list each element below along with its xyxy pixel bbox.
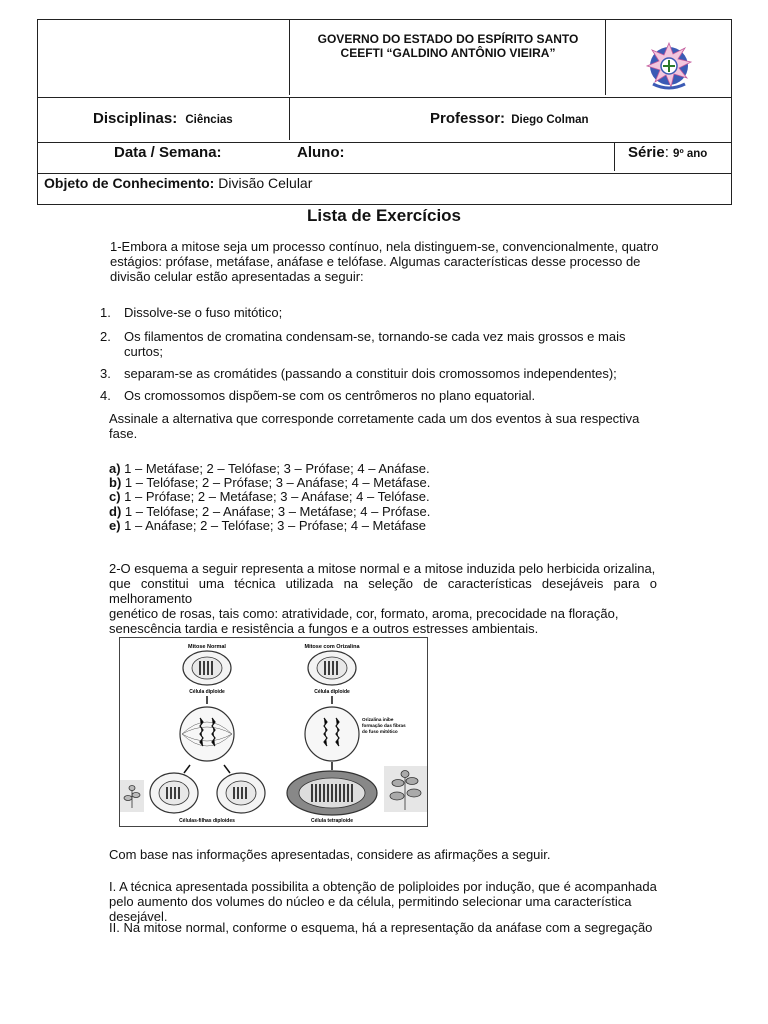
option-text: 1 – Metáfase; 2 – Telófase; 3 – Prófase; 4 – Anáfase. <box>120 461 430 476</box>
text-line: divisão celular estão apresentadas a seguir: <box>110 269 364 284</box>
option-letter: a) <box>109 461 121 476</box>
text-line: pelo aumento dos volumes do núcleo e da célula, permitindo selecionar uma característica <box>109 894 632 909</box>
cell-outline <box>305 707 359 761</box>
text-line: Assinale a alternativa que corresponde corretamente cada um dos eventos à sua respectiva <box>109 411 640 426</box>
diploid-label-right: Célula diploide <box>314 689 350 695</box>
objeto-value: Divisão Celular <box>218 175 313 191</box>
daughters-label: Células-filhas diploides <box>179 818 235 824</box>
text-line: senescência tardia e resistência a fungos e a outros estresses ambientais. <box>109 621 539 636</box>
col-divider <box>289 20 290 95</box>
serie-field <box>628 144 707 161</box>
text-line: 2-O esquema a seguir representa a mitose normal e a mitose induzida pelo herbicida orizalina, <box>109 561 656 576</box>
disciplinas-value: Ciências <box>185 114 233 126</box>
objeto-field <box>44 175 312 191</box>
data-semana-label: Data / Semana: <box>114 144 222 161</box>
row-divider <box>38 97 731 98</box>
statement-2: II. Na mitose normal, conforme o esquema, há a representação da anáfase com a segregação <box>109 920 653 935</box>
disciplinas-label: Disciplinas: <box>93 110 178 127</box>
list-number: 1. <box>100 305 111 320</box>
aluno-label: Aluno: <box>297 144 345 161</box>
option-letter: b) <box>109 475 122 491</box>
orizalina-note-3: do fuso mitótico <box>362 729 398 734</box>
option-a <box>109 462 430 476</box>
header-table <box>37 19 732 205</box>
text-line: I. A técnica apresentada possibilita a obtenção de poliploides por indução, que é acompanhada <box>109 879 657 894</box>
nucleus <box>192 657 222 679</box>
escola-tempo-integral-logo <box>86 42 236 88</box>
text-line: estágios: prófase, metáfase, anáfase e telófase. Algumas características desse processo de <box>110 254 641 269</box>
text-line: fase. <box>109 426 138 441</box>
list-text: Os cromossomos dispõem-se com os centrômeros no plano equatorial. <box>124 388 536 403</box>
serie-value: 9º ano <box>673 148 708 160</box>
text-line: que constitui uma técnica utilizada na seleção de características desejáveis para o melhoramento <box>109 576 657 606</box>
mitosis-diagram-svg <box>120 638 427 826</box>
answer-options <box>109 462 430 533</box>
col-divider <box>614 142 615 171</box>
list-number: 3. <box>100 366 111 381</box>
left-title: Mitose Normal <box>188 644 226 650</box>
list-number: 2. <box>100 329 111 344</box>
list-item <box>100 388 660 403</box>
professor-field <box>430 110 589 127</box>
option-text: 1 – Prófase; 2 – Metáfase; 3 – Anáfase; 4 – Telófase. <box>120 489 430 505</box>
row-divider <box>38 142 731 143</box>
diploid-label-left: Célula diploide <box>189 689 225 695</box>
mitosis-diagram <box>119 637 428 827</box>
list-text: Dissolve-se o fuso mitótico; <box>124 305 283 320</box>
orizalina-note-1: Orizalina inibe <box>362 717 394 722</box>
tetraploid-label: Célula tetraploide <box>311 818 353 824</box>
state-crest-icon <box>643 40 695 92</box>
option-letter: e) <box>109 517 121 533</box>
option-letter: c) <box>109 489 121 505</box>
option-b <box>109 476 430 490</box>
option-e <box>109 519 430 533</box>
row-divider <box>38 173 731 174</box>
school-logo <box>38 20 289 97</box>
disciplinas-field <box>93 110 233 127</box>
list-item <box>100 329 660 359</box>
text-line: genético de rosas, tais como: atratividade, cor, formato, aroma, precocidade na floração, <box>109 606 619 621</box>
option-text: 1 – Telófase; 2 – Prófase; 3 – Anáfase; 4 – Metáfase. <box>121 475 431 491</box>
serie-colon: : <box>664 144 669 161</box>
text-line: desejável. <box>109 909 168 924</box>
gov-line-2: CEEFTI “GALDINO ANTÔNIO VIEIRA” <box>340 46 556 60</box>
text-line: 1-Embora a mitose seja um processo contínuo, nela distinguem-se, convencionalmente, quatro <box>110 239 659 254</box>
option-letter: d) <box>109 503 122 519</box>
orizalina-note-2: formação das fibras <box>362 723 406 728</box>
option-c <box>109 490 430 504</box>
question-1-intro <box>110 239 658 284</box>
option-d <box>109 505 430 519</box>
question-1-instruction <box>109 411 639 441</box>
list-item <box>100 366 660 381</box>
government-heading <box>291 20 605 97</box>
list-text: Os filamentos de cromatina condensam-se, tornando-se cada vez mais grossos e mais <box>124 329 626 344</box>
list-item <box>100 305 660 320</box>
list-number: 4. <box>100 388 111 403</box>
list-text: curtos; <box>124 344 164 359</box>
option-text: 1 – Telófase; 2 – Anáfase; 3 – Metáfase; 4 – Prófase. <box>121 503 431 519</box>
col-divider <box>605 20 606 95</box>
col-divider <box>289 97 290 140</box>
list-text: separam-se as cromátides (passando a constituir dois cromossomos independentes); <box>124 366 617 381</box>
option-text: 1 – Anáfase; 2 – Telófase; 3 – Prófase; 4 – Metáfase <box>120 517 427 533</box>
serie-label: Série <box>628 144 665 161</box>
gov-line-1: GOVERNO DO ESTADO DO ESPÍRITO SANTO <box>317 32 579 46</box>
cell-outline <box>180 707 234 761</box>
objeto-label: Objeto de Conhecimento: <box>44 175 215 191</box>
statement-1 <box>109 879 657 924</box>
professor-value: Diego Colman <box>511 114 589 126</box>
professor-label: Professor: <box>430 110 506 127</box>
right-title: Mitose com Orizalina <box>304 644 360 650</box>
question-2-after: Com base nas informações apresentadas, considere as afirmações a seguir. <box>109 847 551 862</box>
question-2-intro <box>109 561 657 636</box>
page-title: Lista de Exercícios <box>306 206 462 225</box>
